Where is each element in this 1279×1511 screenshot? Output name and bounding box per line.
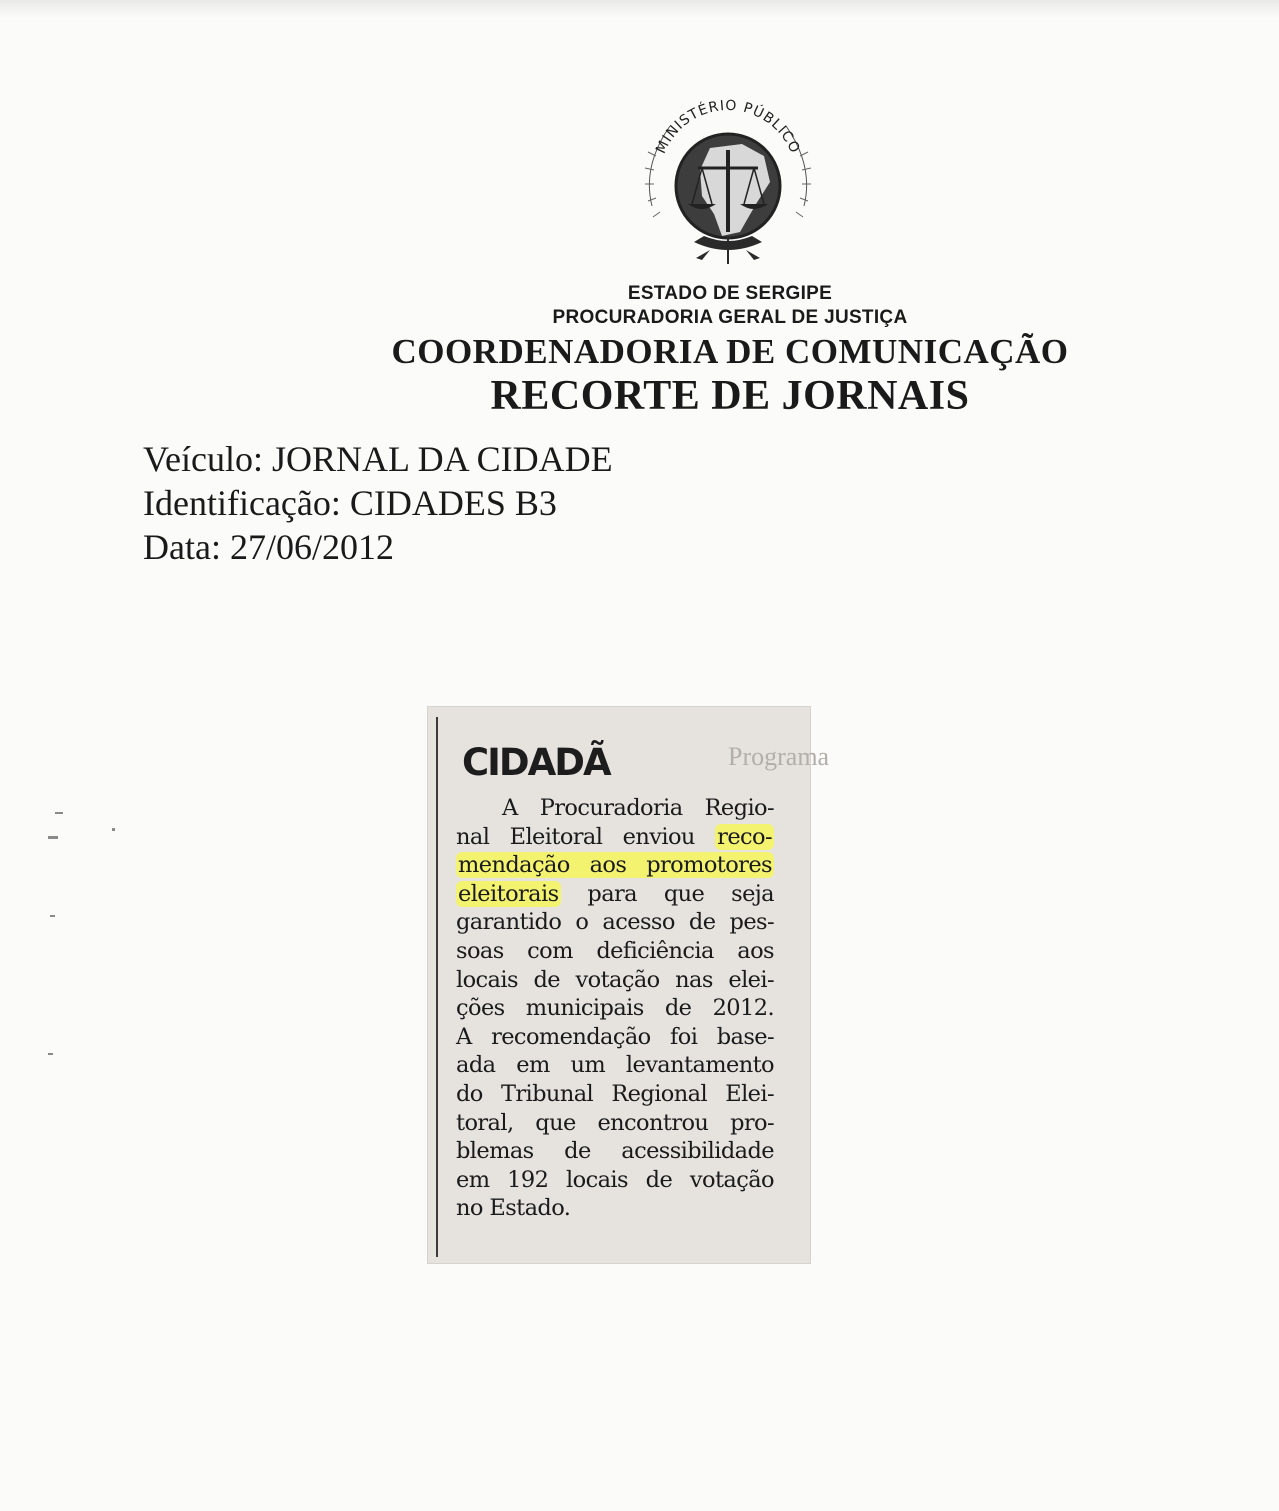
scan-speck xyxy=(55,812,63,814)
letterhead xyxy=(380,282,1080,420)
clip-line: do Tribunal Regional Elei- xyxy=(456,1080,774,1107)
scan-speck xyxy=(112,828,115,831)
scan-edge xyxy=(0,0,1279,18)
clipping-title: CIDADÃ xyxy=(462,741,610,784)
scan-speck xyxy=(48,1053,53,1055)
highlighted-text: mendação aos promotores xyxy=(458,852,772,879)
clip-line: toral, que encontrou pro- xyxy=(456,1109,774,1136)
clip-line: ções municipais de 2012. xyxy=(456,995,774,1022)
scan-speck xyxy=(48,836,58,839)
clip-line: ada em um levantamento xyxy=(456,1052,774,1079)
header-procuradoria: PROCURADORIA GERAL DE JUSTIÇA xyxy=(552,307,908,328)
clip-line: garantido o acesso de pes- xyxy=(456,909,774,936)
clip-line: no Estado. xyxy=(456,1195,571,1222)
column-rule xyxy=(436,717,438,1257)
clip-line-text: nal Eleitoral enviou xyxy=(456,823,695,850)
highlighted-text: eleitorais xyxy=(458,880,559,907)
ministerio-publico-seal xyxy=(630,86,826,272)
clip-line: blemas de acessibilidade xyxy=(456,1138,774,1165)
highlighted-text: reco- xyxy=(717,823,772,850)
clip-line: locais de votação nas elei- xyxy=(456,966,774,993)
clipping-metadata xyxy=(143,437,613,569)
meta-veiculo: Veículo: JORNAL DA CIDADE xyxy=(143,439,613,479)
clip-line: soas com deficiência aos xyxy=(456,937,774,964)
clip-line: em 192 locais de votação xyxy=(456,1166,774,1193)
meta-data: Data: 27/06/2012 xyxy=(143,527,394,567)
clip-line xyxy=(456,823,774,852)
clip-line-text: para que seja xyxy=(587,880,774,907)
clip-line xyxy=(456,880,774,909)
bleed-through-text: Programa xyxy=(728,742,830,771)
newspaper-clipping xyxy=(428,707,830,1263)
header-coordenadoria: COORDENADORIA DE COMUNICAÇÃO xyxy=(391,332,1069,371)
clip-line: A Procuradoria Regio- xyxy=(502,795,774,821)
header-state: ESTADO DE SERGIPE xyxy=(627,283,833,304)
clip-line xyxy=(456,851,774,880)
svg-text:MINISTÉRIO PÚBLICO: MINISTÉRIO PÚBLICO xyxy=(653,97,803,157)
scan-speck xyxy=(50,915,55,917)
meta-identificacao: Identificação: CIDADES B3 xyxy=(143,483,557,523)
clipping-body xyxy=(456,794,774,1223)
header-recorte: RECORTE DE JORNAIS xyxy=(490,373,970,419)
clip-line: A recomendação foi base- xyxy=(456,1023,774,1050)
